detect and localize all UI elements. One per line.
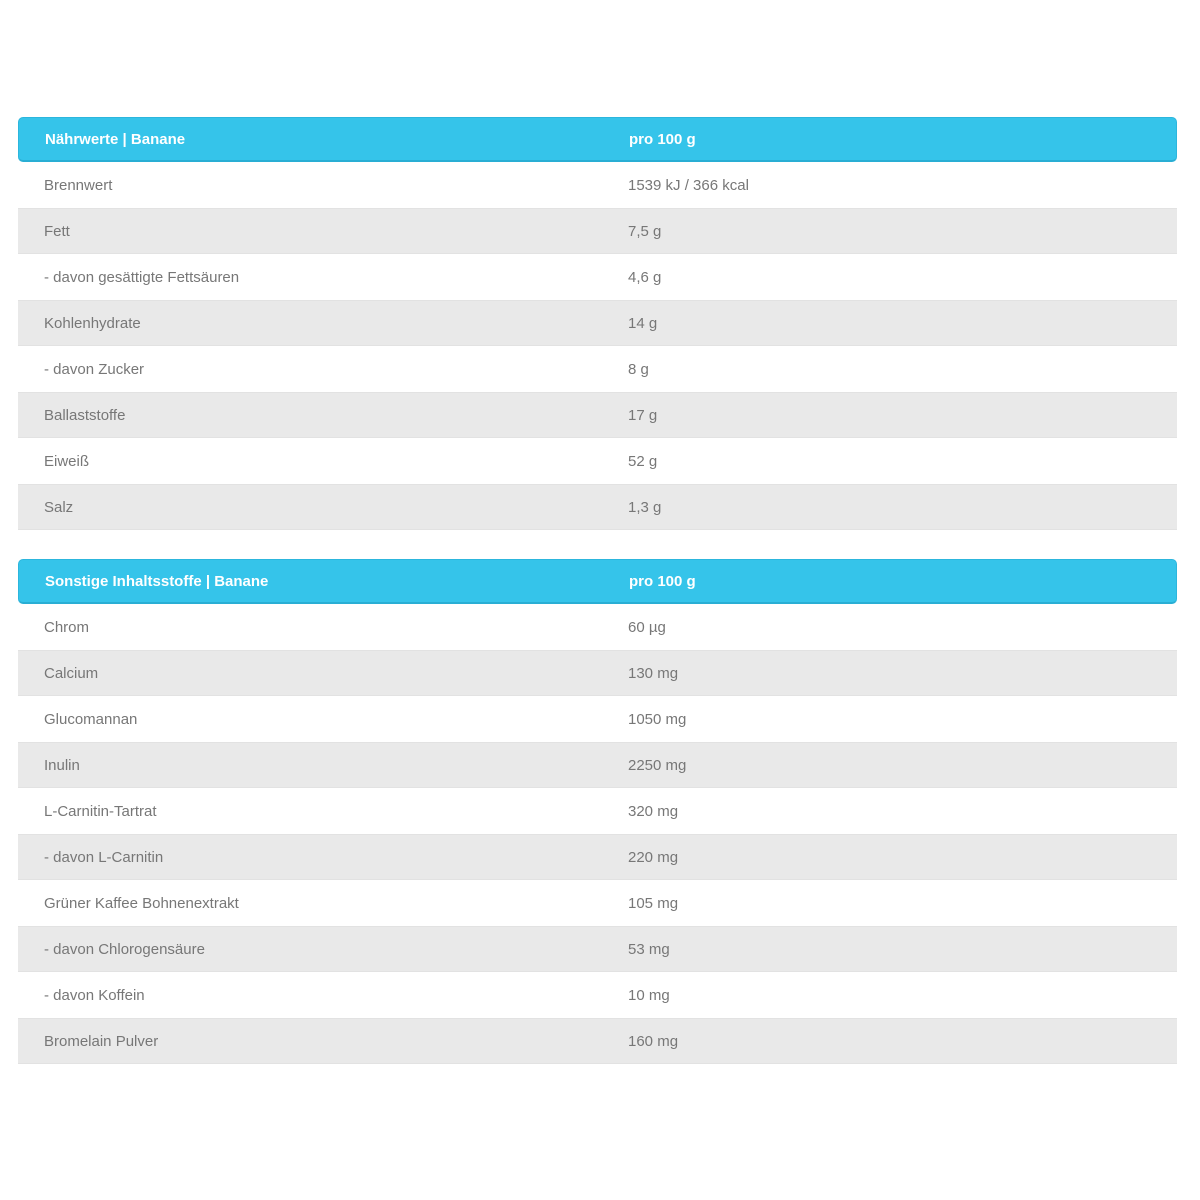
table-row bbox=[18, 604, 1177, 650]
row-label: - davon Koffein bbox=[44, 986, 145, 1004]
table-body bbox=[18, 162, 1177, 530]
row-value: 17 g bbox=[628, 406, 658, 424]
table-row bbox=[18, 972, 1177, 1018]
table-row bbox=[18, 484, 1177, 530]
table-row bbox=[18, 300, 1177, 346]
table-row bbox=[18, 696, 1177, 742]
row-label: Glucomannan bbox=[44, 710, 138, 728]
table-row bbox=[18, 880, 1177, 926]
table-row bbox=[18, 162, 1177, 208]
table-unit-label: pro 100 g bbox=[629, 130, 696, 148]
row-value: 1,3 g bbox=[628, 498, 662, 516]
row-label: - davon Chlorogensäure bbox=[44, 940, 205, 958]
row-value: 320 mg bbox=[628, 802, 679, 820]
row-value: 7,5 g bbox=[628, 222, 662, 240]
row-value: 2250 mg bbox=[628, 756, 687, 774]
table-row bbox=[18, 208, 1177, 254]
table-row bbox=[18, 346, 1177, 392]
table-header bbox=[18, 117, 1177, 162]
row-value: 53 mg bbox=[628, 940, 670, 958]
table-unit-label: pro 100 g bbox=[629, 572, 696, 590]
row-value: 8 g bbox=[628, 360, 649, 378]
table-body bbox=[18, 604, 1177, 1064]
row-value: 52 g bbox=[628, 452, 658, 470]
row-value: 220 mg bbox=[628, 848, 679, 866]
row-value: 1539 kJ / 366 kcal bbox=[628, 176, 749, 194]
other-ingredients-table bbox=[18, 559, 1177, 1064]
row-label: Bromelain Pulver bbox=[44, 1032, 159, 1050]
row-value: 1050 mg bbox=[628, 710, 687, 728]
row-value: 60 µg bbox=[628, 618, 666, 636]
row-label: Grüner Kaffee Bohnenextrakt bbox=[44, 894, 239, 912]
table-title: Sonstige Inhaltsstoffe | Banane bbox=[45, 572, 269, 590]
table-row bbox=[18, 1018, 1177, 1064]
table-row bbox=[18, 254, 1177, 300]
row-label: Salz bbox=[44, 498, 74, 516]
row-value: 10 mg bbox=[628, 986, 670, 1004]
table-row bbox=[18, 438, 1177, 484]
row-value: 4,6 g bbox=[628, 268, 662, 286]
row-label: - davon gesättigte Fettsäuren bbox=[44, 268, 240, 286]
table-title: Nährwerte | Banane bbox=[45, 130, 186, 148]
row-value: 160 mg bbox=[628, 1032, 679, 1050]
row-label: Ballaststoffe bbox=[44, 406, 126, 424]
row-label: Chrom bbox=[44, 618, 90, 636]
row-value: 14 g bbox=[628, 314, 658, 332]
table-row bbox=[18, 926, 1177, 972]
row-label: Inulin bbox=[44, 756, 80, 774]
row-label: Calcium bbox=[44, 664, 99, 682]
nutrition-table bbox=[18, 117, 1177, 530]
table-row bbox=[18, 742, 1177, 788]
table-header bbox=[18, 559, 1177, 604]
row-label: Brennwert bbox=[44, 176, 113, 194]
row-value: 105 mg bbox=[628, 894, 679, 912]
row-label: - davon Zucker bbox=[44, 360, 145, 378]
row-value: 130 mg bbox=[628, 664, 679, 682]
row-label: Eiweiß bbox=[44, 452, 90, 470]
table-row bbox=[18, 392, 1177, 438]
row-label: L-Carnitin-Tartrat bbox=[44, 802, 157, 820]
row-label: Kohlenhydrate bbox=[44, 314, 141, 332]
row-label: Fett bbox=[44, 222, 70, 240]
row-label: - davon L-Carnitin bbox=[44, 848, 164, 866]
table-row bbox=[18, 650, 1177, 696]
table-row bbox=[18, 788, 1177, 834]
table-row bbox=[18, 834, 1177, 880]
